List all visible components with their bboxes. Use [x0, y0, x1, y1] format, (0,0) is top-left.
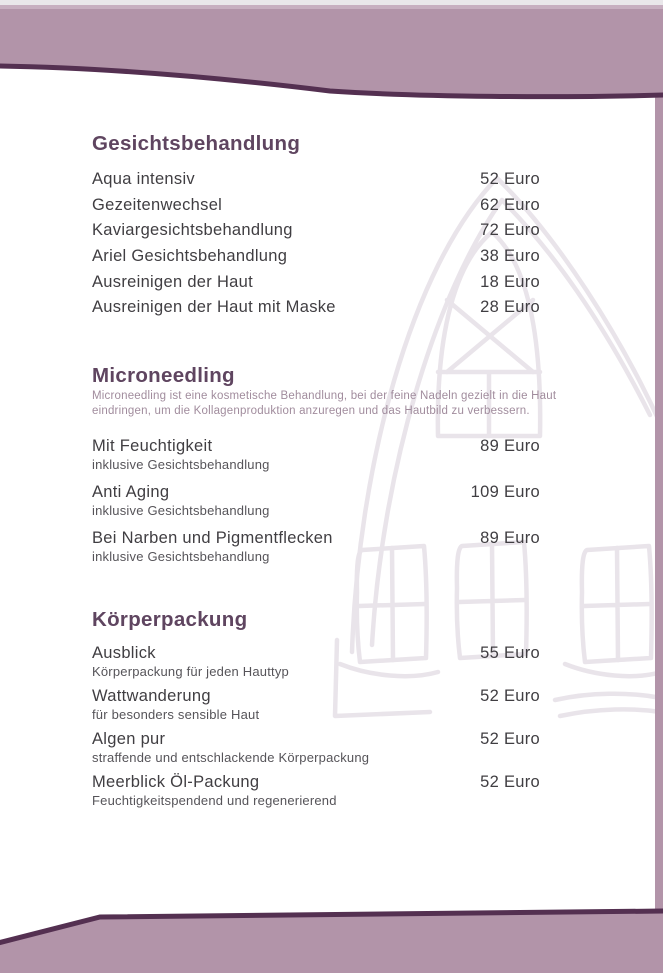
- section-title: Microneedling: [92, 364, 235, 387]
- item-price: 52 Euro: [480, 773, 540, 791]
- right-stripe: [655, 0, 663, 973]
- item-name: Gezeitenwechsel: [92, 195, 223, 214]
- menu-item: [92, 643, 540, 680]
- item-text: [92, 244, 287, 270]
- item-subtitle: straffende und entschlackende Körperpackung: [92, 750, 370, 765]
- item-text: [92, 436, 270, 473]
- menu-item: [92, 482, 540, 519]
- item-name: Aqua intensiv: [92, 170, 195, 188]
- item-text: [92, 193, 222, 219]
- menu-item: [92, 244, 540, 270]
- item-price: 89 Euro: [480, 529, 540, 547]
- section-description: Microneedling ist eine kosmetische Behandlung, bei der feine Nadeln gezielt in die Haut eindringen, um die Kollagenproduktion anzuregen und das Hautbild zu verbessern.: [92, 390, 557, 417]
- item-list: [92, 436, 540, 565]
- item-text: [92, 167, 195, 193]
- item-price: 52 Euro: [480, 687, 540, 705]
- item-text: [92, 528, 333, 565]
- item-list: [92, 643, 540, 809]
- item-price: 62 Euro: [480, 195, 540, 214]
- item-text: [92, 772, 337, 809]
- bottom-band: [0, 911, 663, 973]
- item-name: Algen pur: [92, 730, 166, 748]
- item-text: [92, 643, 289, 680]
- item-text: [92, 482, 270, 519]
- item-name: Anti Aging: [92, 483, 170, 501]
- item-price: 89 Euro: [480, 437, 540, 455]
- item-name: Mit Feuchtigkeit: [92, 437, 213, 455]
- item-text: [92, 686, 259, 723]
- menu-item: [92, 528, 540, 565]
- item-price: 18 Euro: [480, 272, 540, 291]
- item-name: Ariel Gesichtsbehandlung: [92, 247, 288, 266]
- item-text: [92, 729, 369, 766]
- item-subtitle: inklusive Gesichtsbehandlung: [92, 503, 270, 518]
- item-subtitle: für besonders sensible Haut: [92, 707, 260, 722]
- menu-item: [92, 193, 540, 219]
- item-name: Ausblick: [92, 644, 156, 662]
- item-price: 28 Euro: [480, 298, 540, 317]
- menu-item: [92, 686, 540, 723]
- top-strip: [0, 0, 663, 5]
- top-band: [0, 0, 663, 97]
- item-name: Kaviargesichtsbehandlung: [92, 221, 293, 240]
- menu-section-koerperpackung: [92, 608, 540, 815]
- item-price: 52 Euro: [480, 170, 540, 188]
- item-price: 55 Euro: [480, 644, 540, 662]
- item-price: 38 Euro: [480, 247, 540, 266]
- menu-item: [92, 772, 540, 809]
- section-title: Gesichtsbehandlung: [92, 132, 301, 155]
- item-subtitle: inklusive Gesichtsbehandlung: [92, 549, 270, 564]
- menu-item: [92, 218, 540, 244]
- menu-item: [92, 729, 540, 766]
- menu-section-gesichtsbehandlung: [92, 132, 540, 321]
- item-name: Bei Narben und Pigmentflecken: [92, 529, 333, 547]
- item-name: Wattwanderung: [92, 687, 211, 705]
- item-subtitle: inklusive Gesichtsbehandlung: [92, 457, 270, 472]
- item-price: 52 Euro: [480, 730, 540, 748]
- item-subtitle: Feuchtigkeitspendend und regenerierend: [92, 793, 337, 808]
- item-subtitle: Körperpackung für jeden Hauttyp: [92, 664, 289, 679]
- menu-item: [92, 436, 540, 473]
- menu-item: [92, 295, 540, 321]
- section-title: Körperpackung: [92, 608, 248, 631]
- menu-item: [92, 270, 540, 296]
- item-text: [92, 295, 336, 321]
- menu-section-microneedling: [92, 364, 557, 574]
- item-text: [92, 270, 253, 296]
- item-name: Ausreinigen der Haut: [92, 272, 254, 291]
- menu-item: [92, 167, 540, 193]
- item-text: [92, 218, 293, 244]
- item-list: [92, 167, 540, 321]
- item-price: 109 Euro: [470, 483, 540, 501]
- item-name: Meerblick Öl-Packung: [92, 773, 260, 791]
- item-price: 72 Euro: [480, 221, 540, 240]
- item-name: Ausreinigen der Haut mit Maske: [92, 298, 336, 317]
